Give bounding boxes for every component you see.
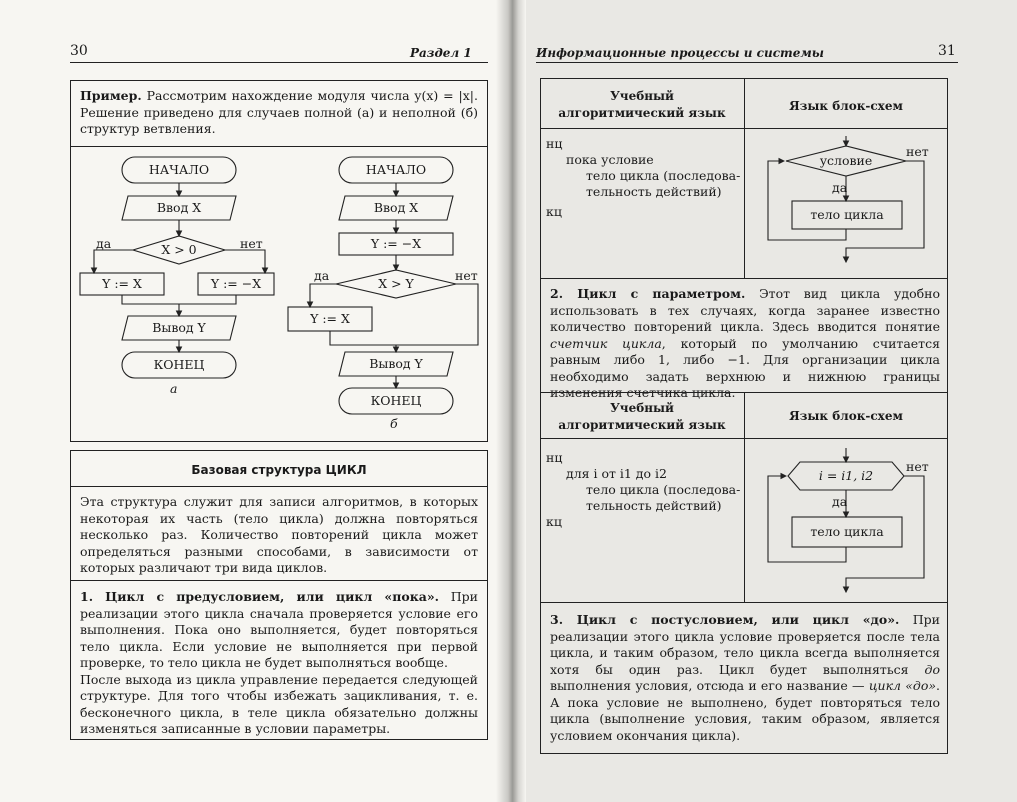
d1-no: нет [906,144,929,159]
fb-assign-neg: Y := −X [370,236,422,251]
table2-nc: нц [546,450,563,465]
d2-yes: да [832,494,848,509]
item3-term1: до [924,661,940,677]
fa-condition: X > 0 [161,242,197,257]
table1-col1-header: Учебный алгоритмический язык [558,89,726,120]
fa-caption: а [170,381,178,396]
table1-col2-header: Язык блок-схем [789,99,903,113]
fa-input: Ввод X [156,200,202,215]
table2-body2: тельность действий) [586,498,722,513]
table2-col2-header: Язык блок-схем [789,409,903,423]
cycle-item1-title: 1. Цикл с предусловием, или цикл «пока». [80,589,439,604]
table1-nc: нц [546,136,563,151]
left-page [0,0,506,802]
fb-input: Ввод X [373,200,419,215]
page-number-left: 30 [70,43,88,59]
running-head-left: Раздел 1 [410,46,472,60]
fa-assign-no: Y := −X [210,276,262,291]
cycle-intro: Эта структура служит для записи алгоритмов, в которых некоторая их часть (тело цикла) должна повторяться несколько раз. Количество повторений цикла может определяться разными способами, в зависимости от которых различают три вида циклов. [80,494,478,575]
d2-no: нет [906,459,929,474]
d1-condition: условие [819,153,873,168]
d2-body: тело цикла [810,524,884,539]
fa-end: КОНЕЦ [153,357,205,372]
cycle-intro-divider [70,580,488,581]
fb-output: Вывод Y [369,356,423,371]
fb-end: КОНЕЦ [370,393,422,408]
example-label: Пример. [80,88,142,103]
fa-assign-yes: Y := X [102,276,142,291]
fa-output: Вывод Y [152,320,206,335]
item3-text-b: выполнения условия, отсюда и его название — [550,678,869,693]
cycle-title: Базовая структура ЦИКЛ [191,463,367,477]
item3-term2: цикл «до» [868,678,937,693]
table2-kc: кц [546,514,562,529]
cycle-item1-text2: После выхода из цикла управление передается следующей структуре. Для того чтобы избежать зацикливания, т. е. бесконечного цикла, в теле цикла обязательно должны изменяться записанные в условии параметры. [80,671,478,736]
item2-title: 2. Цикл с параметром. [550,286,746,301]
d1-body: тело цикла [810,207,884,222]
table1-kc: кц [546,204,562,219]
fb-no: нет [455,268,478,283]
fb-condition: X > Y [378,276,414,291]
d1-yes: да [832,180,848,195]
page-number-right: 31 [938,43,956,59]
fa-yes: да [96,236,112,251]
table1-while: пока условие [566,152,654,167]
fb-caption: б [390,416,398,431]
d2-param: i = i1, i2 [818,468,874,483]
fb-start: НАЧАЛО [365,162,427,177]
item2-term: счетчик цикла [550,335,662,351]
example-body: Рассмотрим нахождение модуля числа y(x) = |x|. Решение приведено для случаев полной (а) и неполной (б) структур ветвления. [80,88,478,136]
item2-text-a: Этот вид цикла удобно использовать в тех случаях, когда заранее известно количество повторений цикла. Здесь вводится понятие [550,286,940,334]
item3-text-c: . А пока условие не выполнено, будет повторяться тело цикла (выполнение условия, таким образом, является условием окончания цикла). [550,678,940,743]
cycle-title-divider [70,486,488,487]
table2-col1-header: Учебный алгоритмический язык [558,401,726,432]
cycle-item1-text: При реализации этого цикла сначала проверяется условие его выполнения. Пока оно выполняется, будет повторяться тело цикла. Если условие не выполняется при первой проверке, то тело цикла не будет выполняться вообще. [80,589,478,670]
fa-start: НАЧАЛО [148,162,210,177]
loop-diagrams-svg [506,0,1017,802]
item2-text-b: , который по умолчанию считается равным либо 1, либо −1. Для организации цикла необходимо задать верхнюю и нижнюю границы изменения счетчика цикла. [550,335,940,400]
right-page [506,0,1017,802]
item3-title: 3. Цикл с постусловием, или цикл «до». [550,612,900,627]
table2-body1: тело цикла (последова- [586,482,741,497]
fa-no: нет [240,236,263,251]
table1-body2: тельность действий) [586,184,722,199]
running-head-right: Информационные процессы и системы [536,46,824,60]
cycle-item1 [80,589,478,738]
table2-for: для i от i1 до i2 [566,466,667,481]
item3-text-a: При реализации этого цикла условие проверяется после тела цикла, и таким образом, тело цикла всегда выполняется хотя бы один раз. Цикл будет выполняться [550,612,940,677]
fb-yes: да [314,268,330,283]
table1-body1: тело цикла (последова- [586,168,741,183]
fb-assign-yes: Y := X [310,311,350,326]
